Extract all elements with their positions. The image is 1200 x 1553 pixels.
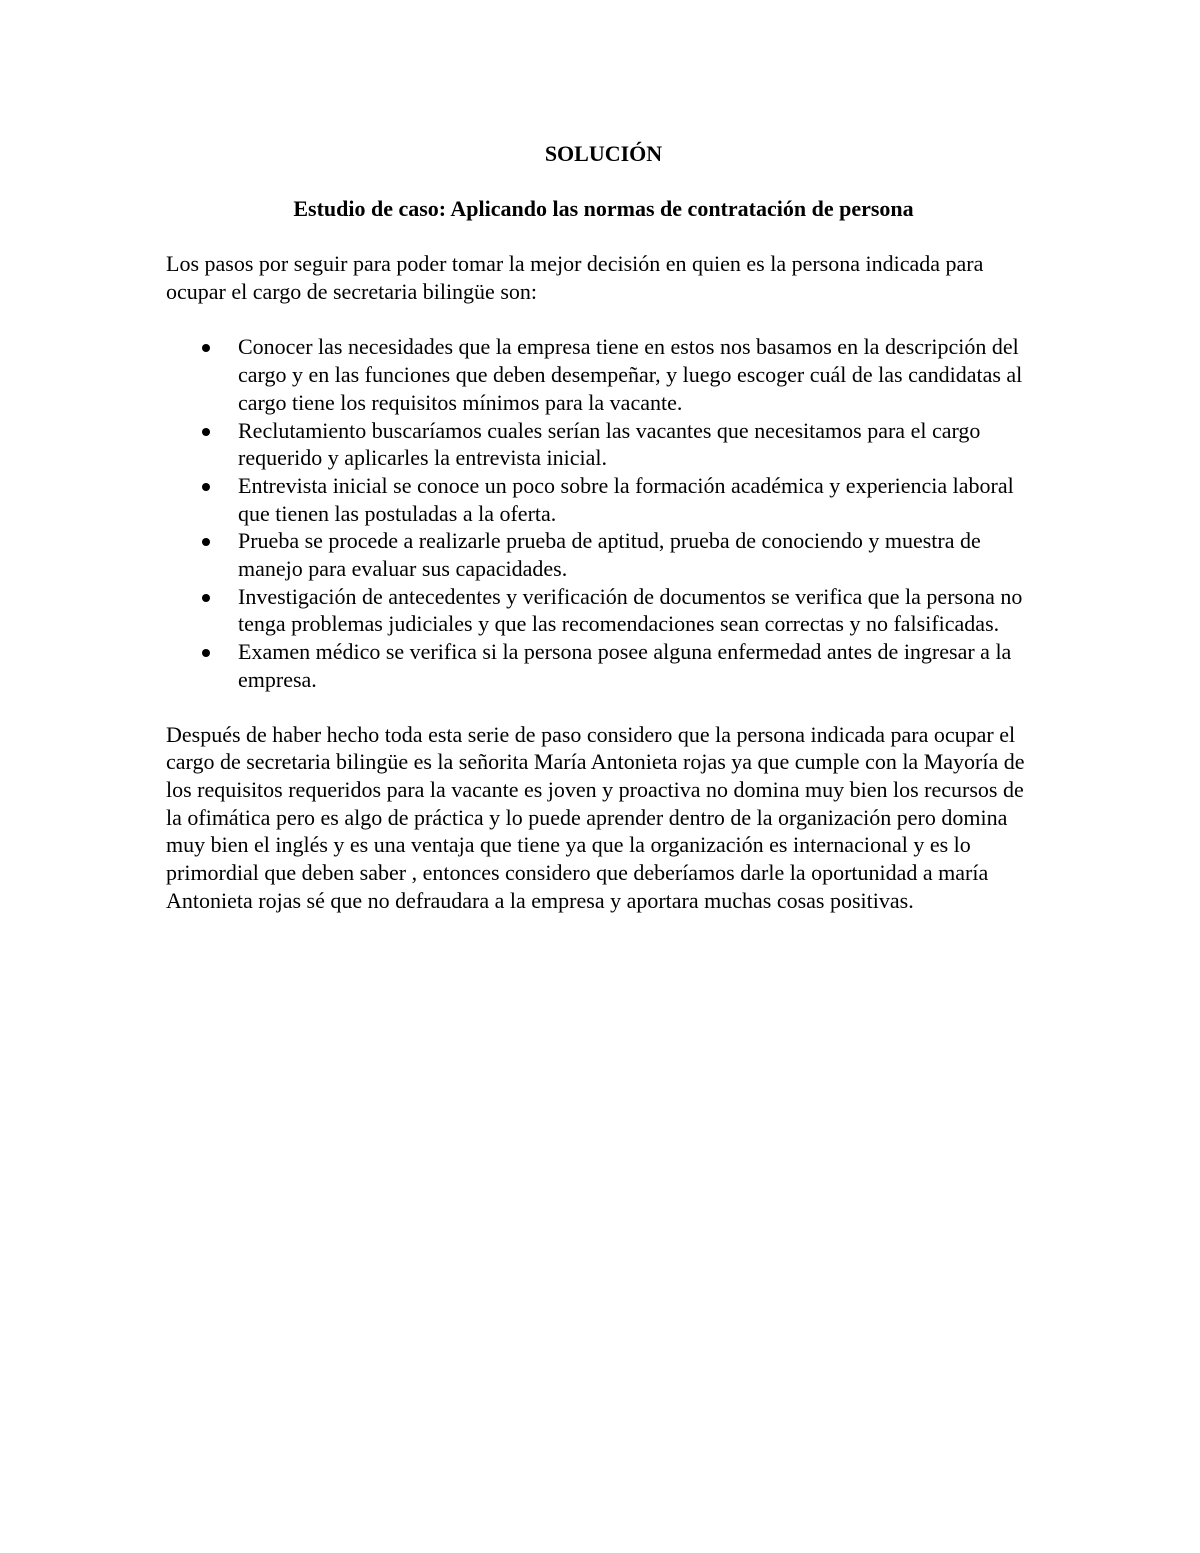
list-item xyxy=(166,638,1041,693)
list-item xyxy=(166,417,1041,472)
steps-list xyxy=(166,333,1041,693)
list-item-text: Entrevista inicial se conoce un poco sobre la formación académica y experiencia laboral que tienen las postuladas a la oferta. xyxy=(238,472,1014,526)
intro-paragraph: Los pasos por seguir para poder tomar la mejor decisión en quien es la persona indicada para ocupar el cargo de secretaria bilingüe son: xyxy=(166,251,984,304)
document-title: SOLUCIÓN xyxy=(544,141,663,166)
bullet-icon xyxy=(202,594,210,602)
list-item-text: Reclutamiento buscaríamos cuales serían las vacantes que necesitamos para el cargo requerido y aplicarles la entrevista inicial. xyxy=(238,417,981,471)
list-item-text: Conocer las necesidades que la empresa tiene en estos nos basamos en la descripción del cargo y en las funciones que deben desempeñar, y luego escoger cuál de las candidatas al cargo tiene los requisitos mínimos para la vacante. xyxy=(238,334,1023,415)
document-subtitle: Estudio de caso: Aplicando las normas de contratación de persona xyxy=(293,196,914,221)
list-item xyxy=(166,583,1041,638)
bullet-icon xyxy=(202,344,210,352)
conclusion-paragraph: Después de haber hecho toda esta serie de paso considero que la persona indicada para ocupar el cargo de secretaria bilingüe es la señorita María Antonieta rojas ya que cumple con la Mayoría de los requisitos requeridos para la vacante es joven y proactiva no domina muy bien los recursos de la ofimática pero es algo de práctica y lo puede aprender dentro de la organización pero domina muy bien el inglés y es una ventaja que tiene ya que la organización es internacional y es lo primordial que deben saber , entonces considero que deberíamos darle la oportunidad a maría Antonieta rojas sé que no defraudara a la empresa y aportara muchas cosas positivas. xyxy=(166,721,1025,913)
list-item-text: Prueba se procede a realizarle prueba de aptitud, prueba de conociendo y muestra de manejo para evaluar sus capacidades. xyxy=(238,528,981,582)
list-item xyxy=(166,527,1041,582)
list-item xyxy=(166,472,1041,527)
bullet-icon xyxy=(202,428,210,436)
list-item-text: Examen médico se verifica si la persona posee alguna enfermedad antes de ingresar a la empresa. xyxy=(238,639,1012,692)
bullet-icon xyxy=(202,483,210,491)
bullet-icon xyxy=(202,649,210,657)
list-item xyxy=(166,333,1041,416)
document-body xyxy=(166,140,1041,914)
list-item-text: Investigación de antecedentes y verificación de documentos se verifica que la persona no tenga problemas judiciales y que las recomendaciones sean correctas y no falsificadas. xyxy=(238,583,1023,637)
bullet-icon xyxy=(202,538,210,546)
